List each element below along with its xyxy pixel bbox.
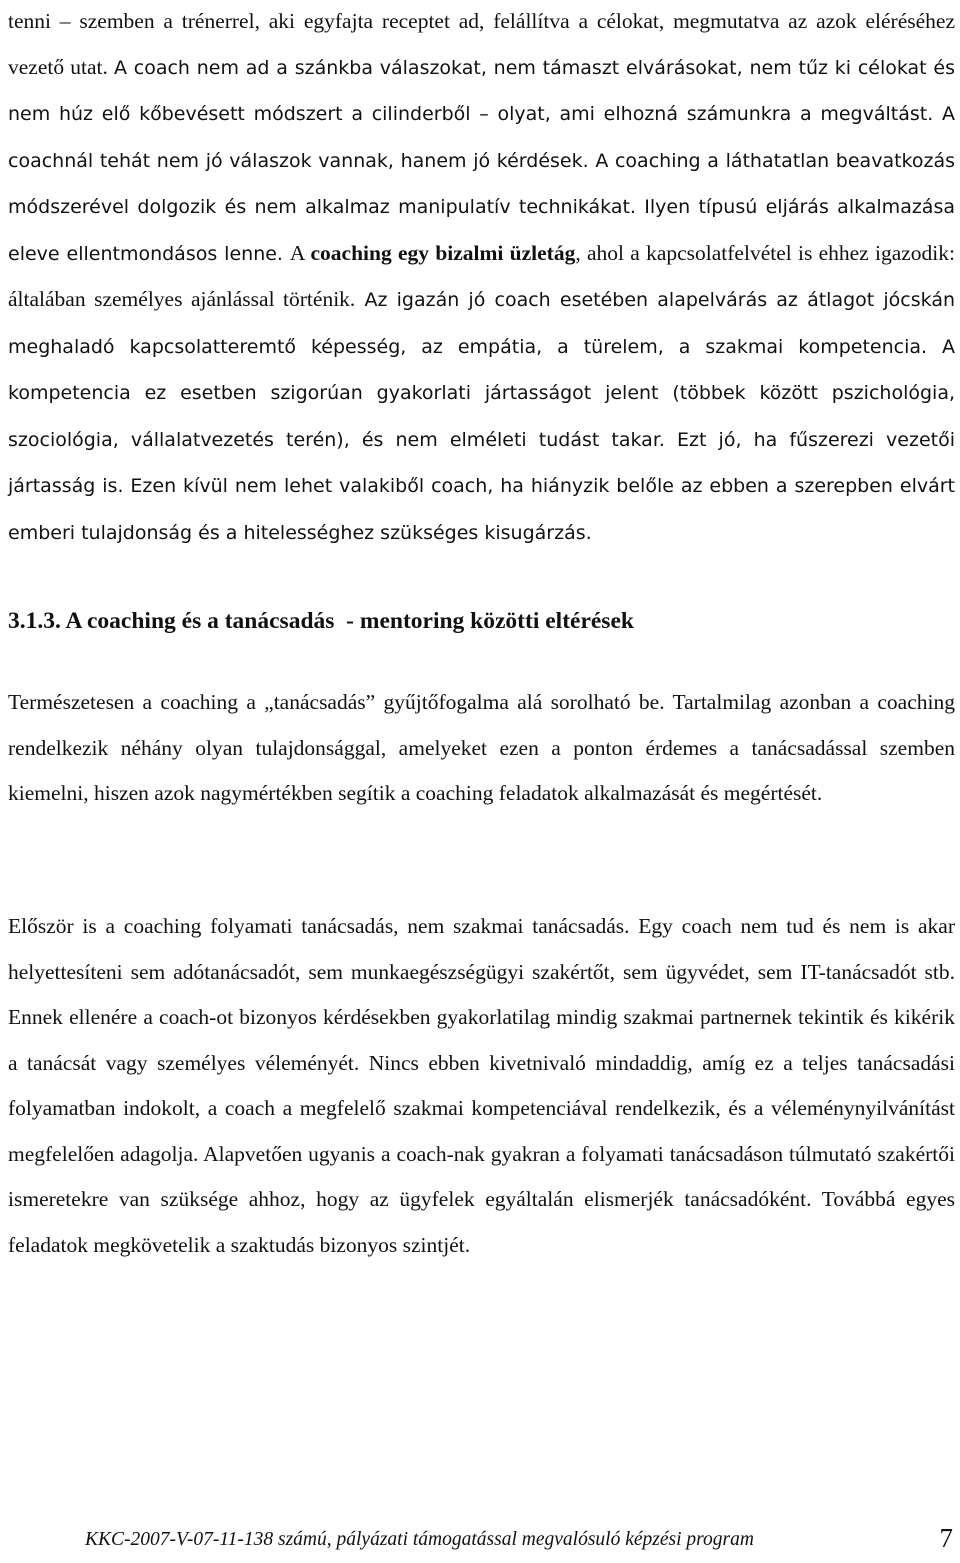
intro-bold-phrase: coaching egy bizalmi üzletág (310, 240, 576, 265)
intro-text-part-2: A coach nem ad a szánkba válaszokat, nem támaszt elvárásokat, nem tűz ki célokat és nem húz elő kőbevésett módszert a cilinderből – olyat, ami elhozná számunkra a megváltást. A coachnál tehát nem jó válaszok vannak, hanem jó kérdések. A coaching a láthatatlan beavatkozás módszerével dolgozik és nem alkalmaz manipulatív technikákat. Ilyen típusú eljárás alkalmazása eleve ellentmondásos lenne. (8, 56, 955, 265)
footer-text: KKC-2007-V-07-11-138 számú, pályázati támogatással megvalósuló képzési program (85, 1529, 754, 1550)
intro-text-part-1: tenni – szemben a trénerrel, aki egyfajta receptet ad, felállítva a célokat, megmutatva az azok eléréséhez vezető utat. (8, 9, 955, 79)
paragraph-intro (8, 0, 955, 556)
intro-text-part-6: Az igazán jó coach esetében alapelvárás az átlagot jócskán meghaladó kapcsolatteremtő képesség, az empátia, a türelem, a szakmai kompetencia. A kompetencia ez esetben szigorúan gyakorlati jártasságot jelent (többek között pszichológia, szociológia, vállalatvezetés terén), és nem elméleti tudást takar. Ezt jó, ha fűszerezi vezetői jártasság is. Ezen kívül nem lehet valakiből coach, ha hiányzik belőle az ebben a szerepben elvárt emberi tulajdonság és a hitelességhez szükséges kisugárzás. (8, 289, 955, 544)
intro-text-part-5: , ahol a kapcsolatfelvétel is ehhez igazodik: általában személyes ajánlással történik. (8, 240, 955, 311)
page-footer (85, 1523, 955, 1563)
intro-text-part-3: A (289, 240, 311, 265)
section-heading: 3.1.3. A coaching és a tanácsadás - mentoring közötti eltérések (8, 608, 634, 634)
page-number: 7 (939, 1523, 953, 1553)
paragraph-2: Természetesen a coaching a „tanácsadás” gyűjtőfogalma alá sorolható be. Tartalmilag azonban a coaching rendelkezik néhány olyan tulajdonsággal, amelyeket ezen a ponton érdemes a tanácsadással szemben kiemelni, hiszen azok nagymértékben segítik a coaching feladatok alkalmazását és megértését. (8, 690, 955, 805)
paragraph-3: Először is a coaching folyamati tanácsadás, nem szakmai tanácsadás. Egy coach nem tud és nem is akar helyettesíteni sem adótanácsadót, sem munkaegészségügyi szakértőt, sem ügyvédet, sem IT-tanácsadót stb. Ennek ellenére a coach-ot bizonyos kérdésekben gyakorlatilag mindig szakmai partnernek tekintik és kikérik a tanácsát vagy személyes véleményét. Nincs ebben kivetnivaló mindaddig, amíg ez a teljes tanácsadási folyamatban indokolt, a coach a megfelelő szakmai kompetenciával rendelkezik, és a véleménynyilvánítást megfelelően adagolja. Alapvetően ugyanis a coach-nak gyakran a folyamati tanácsadáson túlmutató szakértői ismeretekre van szüksége ahhoz, hogy az ügyfelek egyáltalán elismerjék tanácsadóként. Továbbá egyes feladatok megkövetelik a szaktudás bizonyos szintjét. (8, 914, 955, 1257)
